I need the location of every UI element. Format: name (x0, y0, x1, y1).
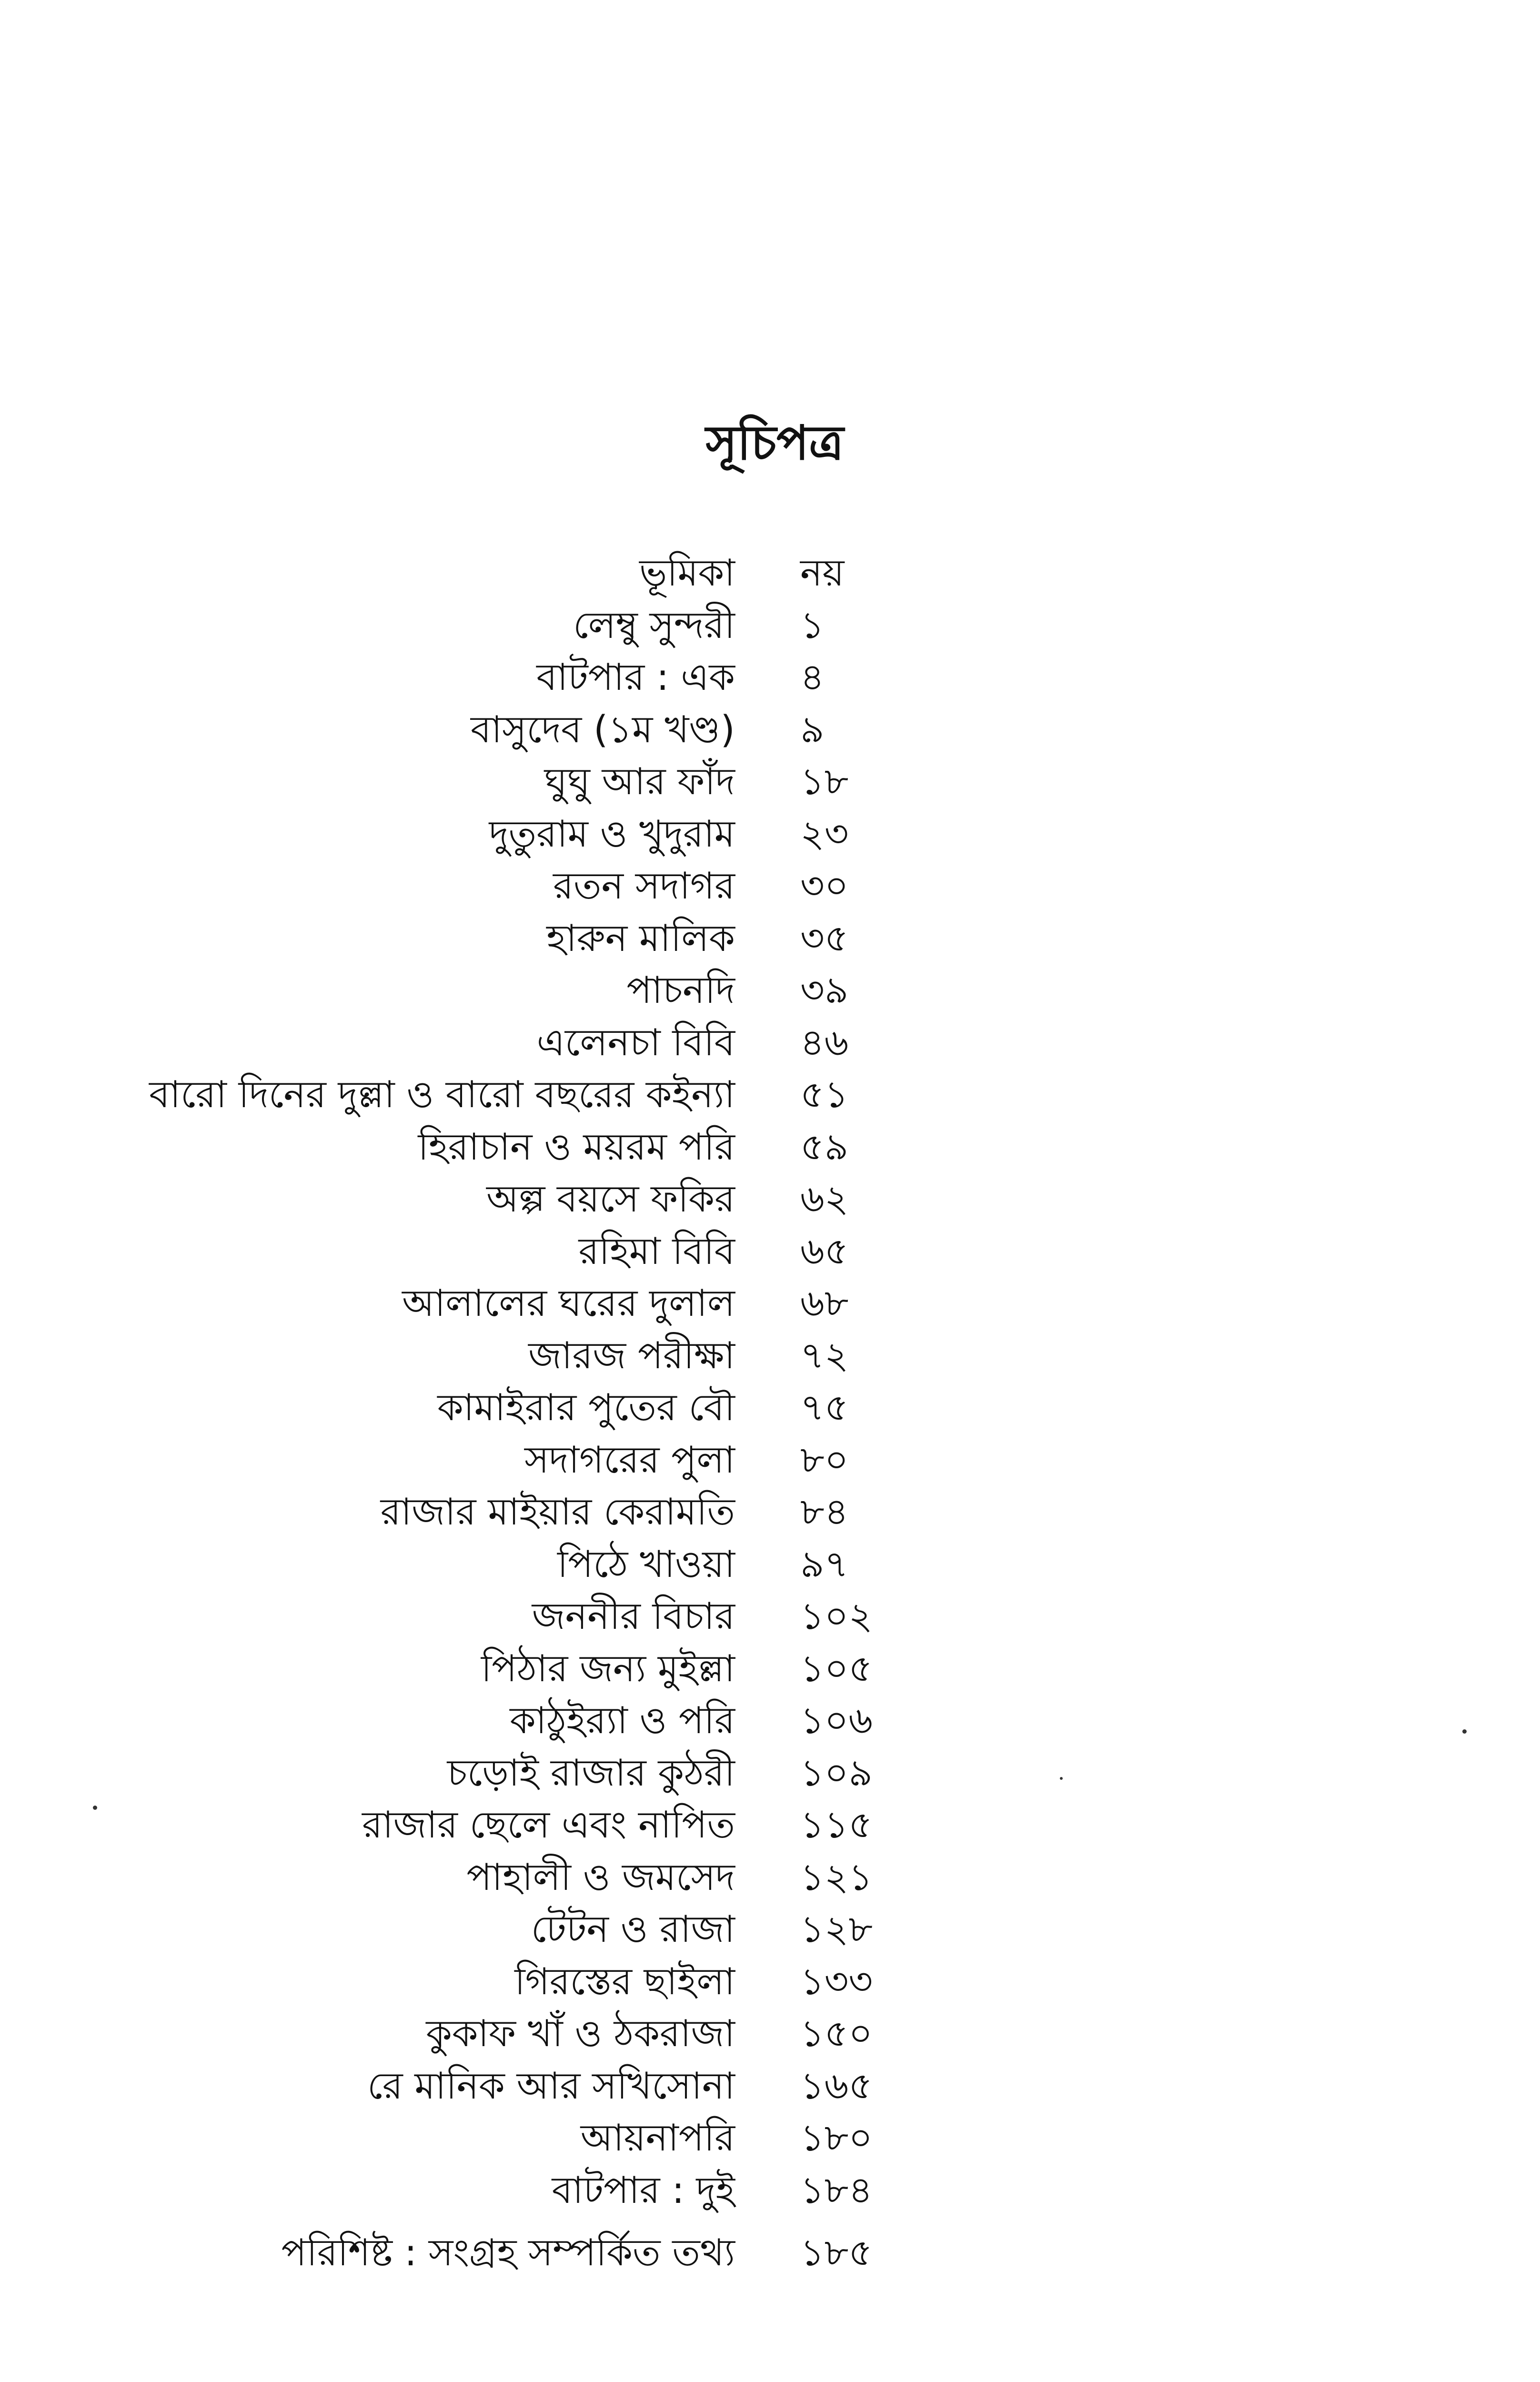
toc-entry-page-number: ৮৪ (800, 1491, 849, 1534)
toc-entry-title: কামাইরার পুতের বৌ (437, 1386, 735, 1429)
toc-entry-page-number: নয় (800, 552, 845, 595)
toc-entry-page-number: ৯ (800, 708, 825, 751)
toc-entry (0, 1695, 1540, 1747)
toc-entry-page-number: ১ (800, 604, 825, 647)
toc-entry-page-number: ৮০ (800, 1438, 849, 1482)
toc-entry-page-number: ৫১ (800, 1073, 849, 1116)
toc-entry (0, 1851, 1540, 1904)
toc-entry-title: পাহালী ও জমসেদ (466, 1856, 735, 1899)
toc-entry (0, 2112, 1540, 2164)
toc-entry-title: পরিশিষ্ট : সংগ্রহ সম্পর্কিত তথ্য (281, 2231, 735, 2274)
toc-entry-page-number: ১০২ (800, 1595, 873, 1638)
toc-entry (0, 964, 1540, 1017)
toc-entry-title: কাঠুইর‍্যা ও পরি (510, 1699, 735, 1742)
toc-entry-title: পিঠার জন্য মুইল্লা (481, 1647, 735, 1690)
toc-entry-title: রে মানিক আর সখিসোনা (367, 2064, 735, 2108)
toc-entry-title: ভূমিকা (639, 552, 735, 595)
toc-entry-title: দুতুরাম ও খুদুরাম (489, 812, 735, 856)
toc-entry-page-number: ১০৯ (800, 1751, 873, 1795)
toc-entry-page-number: ৬৫ (800, 1230, 849, 1273)
toc-entry-title: জননীর বিচার (532, 1595, 735, 1638)
toc-entry (0, 1382, 1540, 1434)
toc-entry-title: আয়নাপরি (580, 2117, 735, 2160)
toc-entry-page-number: ৭২ (800, 1334, 849, 1377)
toc-entry (0, 2227, 1540, 2279)
toc-entry-title: রহিমা বিবি (578, 1230, 735, 1273)
toc-entry-title: আলালের ঘরের দুলাল (402, 1282, 735, 1325)
toc-entry-page-number: ৪ (800, 656, 825, 699)
toc-entry (0, 1173, 1540, 1225)
toc-entry-title: হিরাচান ও ময়রম পরি (418, 1125, 735, 1169)
toc-entry-title: রাজার ছেলে এবং নাপিত (362, 1804, 735, 1847)
toc-entry-title: লেম্বু সুন্দরী (573, 604, 735, 647)
toc-entry-page-number: ১৮ (800, 760, 849, 803)
toc-entry-title: সদাগরের পুলা (524, 1438, 735, 1482)
toc-entry-title: কুকাফ খাঁ ও ঠকরাজা (426, 2012, 735, 2055)
toc-entry-page-number: ১৩৩ (800, 1960, 873, 2003)
toc-entry-page-number: ৫৯ (800, 1125, 849, 1169)
toc-entry-title: পাচনদি (626, 969, 735, 1012)
toc-entry-page-number: ১১৫ (800, 1804, 873, 1847)
toc-entry-page-number: ৩৯ (800, 969, 849, 1012)
toc-entry-title: চড়োই রাজার কুঠরী (447, 1751, 735, 1795)
toc-entry-title: ঘুঘু আর ফাঁদ (544, 760, 735, 803)
toc-entry (0, 860, 1540, 912)
toc-entry-page-number: ১৮৫ (800, 2231, 873, 2274)
toc-entry (0, 651, 1540, 704)
toc-entry-title: রাজার মাইয়ার কেরামতি (380, 1491, 735, 1534)
toc-entry (0, 1590, 1540, 1643)
toc-entry-page-number: ১২১ (800, 1856, 873, 1899)
toc-entry-title: বারো দিনের দুল্লা ও বারো বছরের কইন্যা (149, 1073, 735, 1116)
speck-mark (1462, 1729, 1467, 1734)
toc-entry (0, 808, 1540, 860)
toc-entry-page-number: ৬৮ (800, 1282, 849, 1325)
toc-entry (0, 1747, 1540, 1799)
toc-entry-title: পিঠে খাওয়া (557, 1543, 735, 1586)
toc-entry (0, 912, 1540, 965)
toc-entry-title: গিরস্তের ছাইলা (514, 1960, 735, 2003)
toc-entry-page-number: ১০৬ (800, 1699, 873, 1742)
toc-entry (0, 1277, 1540, 1330)
toc-entry (0, 1225, 1540, 1278)
toc-entry-page-number: ২৩ (800, 812, 849, 856)
toc-entry-page-number: ১৫০ (800, 2012, 873, 2055)
toc-entry-page-number: ৩৫ (800, 917, 849, 960)
toc-entry (0, 756, 1540, 808)
toc-entry (0, 2008, 1540, 2060)
toc-entry-title: বাটপার : এক (536, 656, 735, 699)
toc-entry-page-number: ১২৮ (800, 1908, 873, 1951)
toc-entry (0, 1956, 1540, 2008)
toc-entry-title: এলেনচা বিবি (536, 1021, 735, 1064)
toc-entry (0, 1017, 1540, 1069)
toc-entry-page-number: ১৮৪ (800, 2169, 873, 2212)
page-title: সূচিপত্র (705, 415, 844, 471)
toc-entry-page-number: ১০৫ (800, 1647, 873, 1690)
toc-entry-page-number: ৬২ (800, 1178, 849, 1221)
toc-entry (0, 1643, 1540, 1695)
toc-entry (0, 2164, 1540, 2217)
toc-entry (0, 704, 1540, 756)
toc-entry (0, 1538, 1540, 1591)
toc-entry-title: জারজ পরীক্ষা (528, 1334, 735, 1377)
toc-entry (0, 547, 1540, 599)
toc-entry-title: বাসুদেব (১ম খণ্ড) (470, 708, 735, 751)
toc-entry (0, 1486, 1540, 1538)
toc-entry-page-number: ১৬৫ (800, 2064, 873, 2108)
toc-entry-title: অল্প বয়সে ফকির (486, 1178, 735, 1221)
toc-entry (0, 1121, 1540, 1173)
speck-mark (93, 1806, 97, 1810)
toc-entry (0, 2060, 1540, 2112)
toc-entry-page-number: ৭৫ (800, 1386, 849, 1429)
toc-entry-title: বাটপার : দুই (552, 2169, 735, 2212)
toc-entry (0, 1903, 1540, 1956)
toc-entry-page-number: ৪৬ (800, 1021, 849, 1064)
toc-entry-page-number: ৩০ (800, 865, 849, 908)
toc-entry-page-number: ১৮০ (800, 2117, 873, 2160)
toc-entry (0, 1799, 1540, 1851)
toc-entry (0, 1434, 1540, 1486)
toc-entry (0, 1330, 1540, 1382)
speck-mark (1060, 1777, 1063, 1780)
toc-entry-title: রতন সদাগর (553, 865, 735, 908)
toc-entry (0, 599, 1540, 652)
toc-entry-title: টেটন ও রাজা (531, 1908, 735, 1951)
toc-entry-page-number: ৯৭ (800, 1543, 849, 1586)
toc-entry (0, 1069, 1540, 1121)
toc-entry-title: হারুন মালিক (546, 917, 735, 960)
